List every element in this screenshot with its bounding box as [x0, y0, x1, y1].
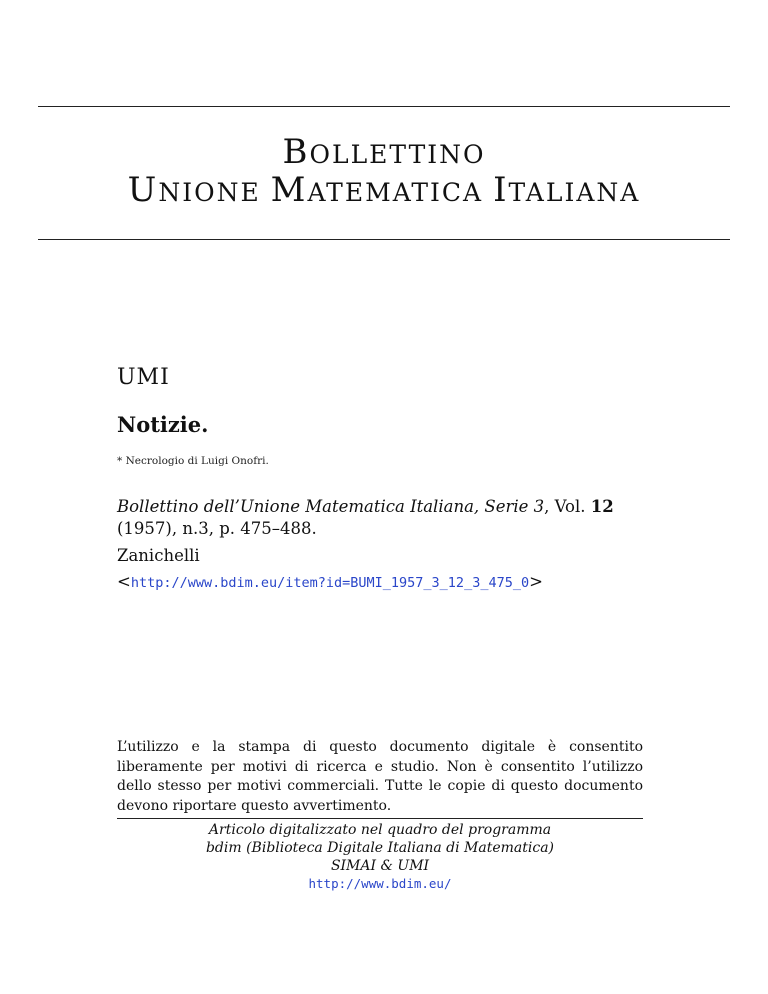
citation-vol-label: , Vol. — [544, 497, 591, 516]
usage-disclaimer: L’utilizzo e la stampa di questo documento digitale è consentito liberamente per motivi di ricerca e studio. Non è consentito l’utilizzo dello stesso per motivi commerciali. Tutte le copie di questo documento devono riportare questo avvertimento. — [117, 739, 643, 814]
journal-title-line-1 — [0, 132, 768, 172]
link-close-bracket: > — [529, 572, 543, 591]
header-bottom-rule — [38, 239, 730, 240]
citation-volume: 12 — [590, 497, 614, 516]
title-rest: ATEMATICA — [307, 178, 494, 207]
title-initial: M — [270, 170, 308, 210]
article-author: UMI — [117, 365, 170, 390]
header-top-rule — [38, 106, 730, 107]
title-rest: NIONE — [158, 178, 271, 207]
footer-url-link[interactable]: http://www.bdim.eu/ — [308, 876, 452, 891]
citation-details: (1957), n.3, p. 475–488. — [117, 519, 317, 538]
footer-line-2: bdim (Biblioteca Digitale Italiana di Matematica) — [205, 840, 555, 856]
title-initial: U — [127, 170, 159, 210]
publisher: Zanichelli — [117, 546, 200, 565]
link-open-bracket: < — [117, 572, 131, 591]
footer-line-1: Articolo digitalizzato nel quadro del programma — [208, 822, 552, 838]
article-link-line — [117, 572, 647, 591]
title-initial: I — [493, 170, 509, 210]
citation-journal: Bollettino dell’Unione Matematica Italiana, Serie 3 — [117, 497, 545, 516]
citation — [117, 496, 647, 540]
title-initial: B — [282, 132, 310, 172]
article-url-link[interactable]: http://www.bdim.eu/item?id=BUMI_1957_3_12_3_475_0 — [130, 575, 530, 591]
footer-rule — [117, 818, 643, 819]
footer-line-3: SIMAI & UMI — [330, 858, 430, 874]
article-note: * Necrologio di Luigi Onofri. — [117, 455, 269, 467]
title-rest: OLLETTINO — [309, 140, 486, 169]
journal-title-line-2 — [0, 170, 768, 210]
article-title: Notizie. — [117, 412, 209, 437]
title-rest: TALIANA — [508, 178, 641, 207]
